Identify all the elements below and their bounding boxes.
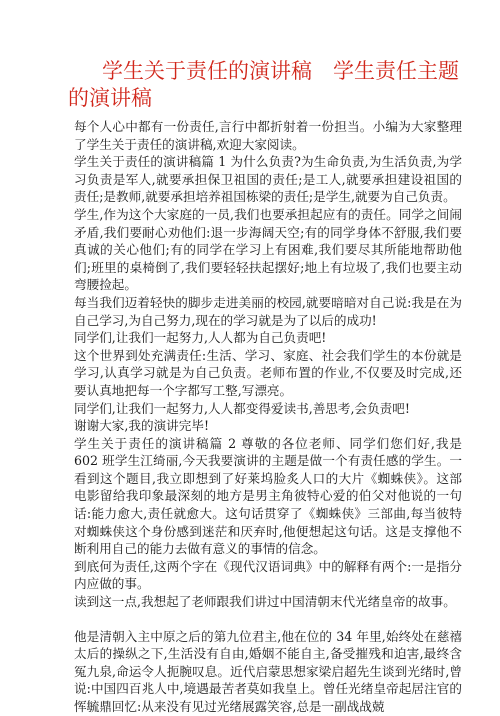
document-body	[74, 118, 462, 716]
paragraph-speech1-opening: 学生关于责任的演讲稿篇 1 为什么负责?为生命负责,为生活负责,为学习负责是军人,就要承担保卫祖国的责任;是工人,就要承担建设祖国的责任;是教师,就要承担培养祖国栋梁的责任;是学生,就要为自己负责。	[74, 154, 462, 205]
paragraph-speech1-classmates: 学生,作为这个大家庭的一员,我们也要承担起应有的责任。同学之间闹矛盾,我们要耐心劝他们:退一步海阔天空;有的同学身体不舒服,我们要真诚的关心他们;有的同学在学习上有困难,我们要尽其所能地帮助他们;班里的桌椅倒了,我们要轻轻扶起摆好;地上有垃圾了,我们也要主动弯腰捡起。	[74, 206, 462, 293]
document-title: 学生关于责任的演讲稿 学生责任主题的演讲稿	[68, 59, 459, 110]
paragraph-speech1-call2: 同学们,让我们一起努力,人人都变得爱读书,善思考,会负责吧!	[74, 400, 410, 416]
paragraph-intro: 每个人心中都有一份责任,言行中都折射着一份担当。小编为大家整理了学生关于责任的演讲稿,欢迎大家阅读。	[74, 119, 462, 152]
paragraph-speech2-story: 读到这一点,我想起了老师跟我们讲过中国清朝末代光绪皇帝的故事。	[74, 594, 456, 610]
paragraph-speech1-call: 同学们,让我们一起努力,人人都为自己负责吧!	[74, 330, 327, 346]
paragraph-speech2-definition: 到底何为责任,这两个字在《现代汉语词典》中的解释有两个:一是指分内应做的事。	[74, 558, 462, 592]
paragraph-speech2-opening: 学生关于责任的演讲稿篇 2 尊敬的各位老师、同学们您们好,我是 602 班学生江绮丽,今天我要演讲的主题是做一个有责任感的学生。一看到这个题目,我立即想到了好莱坞脸炙人口的大片《蜘蛛侠》。这部电影留给我印象最深刻的地方是男主角彼特心爱的伯父对他说的一句话:能力愈大,责任就愈大。这句话贯穿了《蜘蛛侠》三部曲,每当彼特对蜘蛛侠这个身份感到迷茫和厌弃时,他便想起这句话。这是支撑他不断利用自己的能力去做有意义的事情的信念。	[74, 435, 462, 557]
paragraph-gap	[74, 611, 462, 628]
paragraph-speech1-world: 这个世界到处充满责任:生活、学习、家庭、社会我们学生的本份就是学习,认真学习就是为自己负责。老师布置的作业,不仅要及时完成,还要认真地把每一个字都写工整,写漂亮。	[74, 347, 462, 398]
paragraph-speech2-emperor: 他是清朝入主中原之后的第九位君主,他在位的 34 年里,始终处在慈禧太后的操纵之下,生活没有自由,婚姻不能自主,备受摧残和迫害,最终含冤九泉,命运令人扼腕叹息。近代启蒙思想家梁启超先生谈到光绪时,曾说:中国四百兆人中,境遇最苦者莫如我皇上。曾任光绪皇帝起居注官的恽毓鼎回忆:从来没有见过光绪展露笑容,总是一副战战兢	[74, 628, 462, 714]
paragraph-speech1-campus: 每当我们迈着轻快的脚步走进美丽的校园,就要暗暗对自己说:我是在为自己学习,为自己努力,现在的学习就是为了以后的成功!	[74, 294, 462, 328]
paragraph-speech1-thanks: 谢谢大家,我的演讲完毕!	[74, 418, 210, 434]
